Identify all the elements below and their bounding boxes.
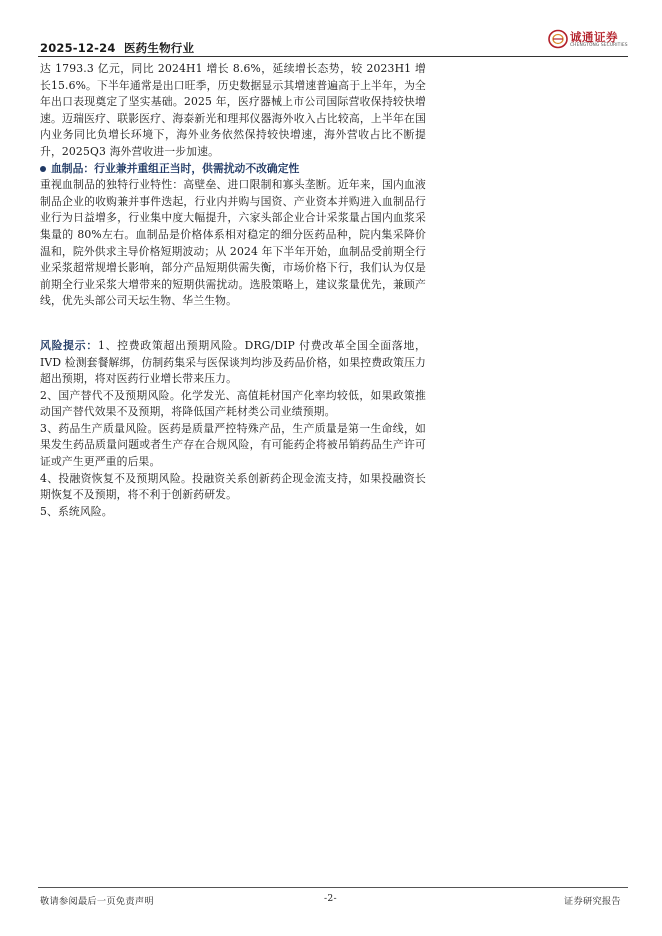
paragraph-blood-products: 重视血制品的独特行业特性：高壁垒、进口限制和寡头垄断。近年来，国内血液制品企业的收购兼并事件迭起，行业内并购与国资、产业资本并购进入血制品行业行为日益增多，行业集中度大幅提升，六家头部企业合计采浆量占国内血浆采集量的 80%左右。血制品是价格体系相对稳定的细分医药品种，院内集采降价温和，院外供求主导价格短期波动；从 2024 年下半年开始，血制品受前期全行业采浆超常规增长影响，部分产品短期供需失衡，市场价格下行，我们认为仅是前期全行业采浆大增带来的短期供需扰动。选股策略上，建议浆量优先，兼顾产线，优先头部公司天坛生物、华兰生物。 (40, 178, 426, 308)
risk-item-1 (40, 338, 426, 388)
bullet-icon (40, 166, 46, 172)
report-date: 2025-12-24 (40, 41, 116, 55)
paragraph-export: 达 1793.3 亿元，同比 2024H1 增长 8.6%，延续增长态势，较 2023H1 增长15.6%。下半年通常是出口旺季，历史数据显示其增速普遍高于上半年，为全年出口表现奠定了坚实基础。2025 年，医疗器械上市公司国际营收保持较快增速。迈瑞医疗、联影医疗、海泰新光和理邦仪器海外收入占比较高，上半年在国内业务同比负增长环境下，海外业务依然保持较快增速，海外营收占比不断提升，2025Q3 海外营收进一步加速。 (40, 62, 426, 158)
header-divider (38, 56, 628, 57)
spacer (40, 310, 426, 338)
risk-text-1: 1、控费政策超出预期风险。DRG/DIP 付费改革全国全面落地，IVD 检测套餐解绑，仿制药集采与医保谈判均涉及药品价格，如果控费政策压力超出预期，将对医药行业增长带来压力。 (40, 338, 427, 386)
logo-subtext: CHENGTONG SECURITIES (570, 43, 628, 48)
heading-text: 血制品：行业兼并重组正当时，供需扰动不改确定性 (51, 161, 300, 175)
section-heading-blood-products (40, 161, 426, 178)
industry-name: 医药生物行业 (123, 41, 195, 55)
header-title (40, 40, 194, 56)
risk-item-3: 3、药品生产质量风险。医药是质量严控特殊产品，生产质量是第一生命线，如果发生药品质量问题或者生产存在合规风险，有可能药企将被吊销药品生产许可证或产生更严重的后果。 (40, 421, 426, 469)
footer-report-type: 证券研究报告 (564, 896, 621, 907)
risk-item-4: 4、投融资恢复不及预期风险。投融资关系创新药企现金流支持，如果投融资长期恢复不及预期，将不利于创新药研发。 (40, 471, 426, 502)
footer-divider (38, 887, 628, 888)
footer-disclaimer: 敬请参阅最后一页免责声明 (40, 896, 154, 907)
main-content (40, 61, 426, 520)
logo-text: 诚通证券 (570, 30, 618, 44)
risk-item-2: 2、国产替代不及预期风险。化学发光、高值耗材国产化率均较低，如果政策推动国产替代效果不及预期，将降低国产耗材类公司业绩预期。 (40, 388, 426, 419)
page-number: -2- (324, 893, 337, 904)
logo-mark-icon (548, 29, 570, 49)
risk-label: 风险提示： (40, 338, 98, 352)
brand-logo (548, 28, 628, 50)
risk-item-5: 5、系统风险。 (40, 504, 113, 518)
